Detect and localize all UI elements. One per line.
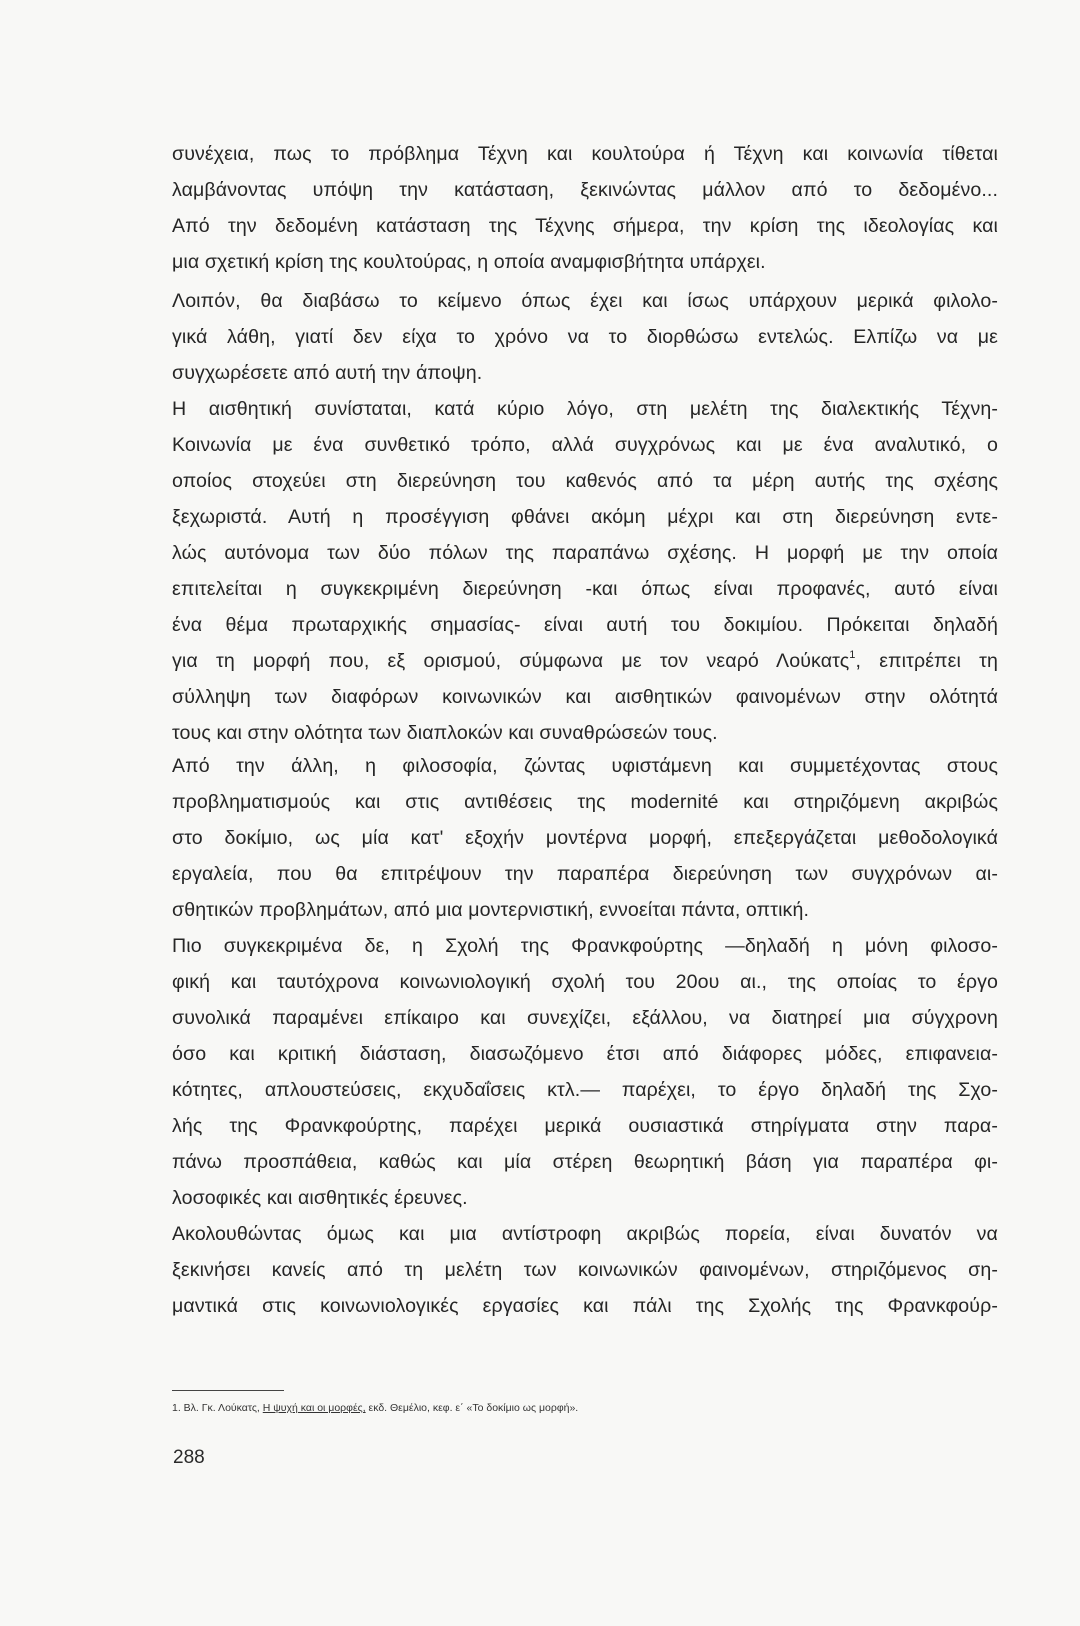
footnote-book-title: Η ψυχή και οι μορφές, <box>262 1402 366 1414</box>
text-line: προβληματισμούς και στις αντιθέσεις της modernité και στηριζόμενη ακριβώς <box>172 791 998 813</box>
text-line: Από την δεδομένη κατάσταση της Τέχνης σήμερα, την κρίση της ιδεολογίας και <box>172 215 998 237</box>
page-number: 288 <box>173 1447 205 1468</box>
text-line: φική και ταυτόχρονα κοινωνιολογική σχολή του 20ου αι., της οποίας το έργο <box>172 971 998 993</box>
text-line: Από την άλλη, η φιλοσοφία, ζώντας υφιστάμενη και συμμετέχοντας στους <box>172 755 998 777</box>
text-line: λαμβάνοντας υπόψη την κατάσταση, ξεκινώντας μάλλον από το δεδομένο... <box>172 179 998 201</box>
text-line: ένα θέμα πρωταρχικής σημασίας- είναι αυτή του δοκιμίου. Πρόκειται δηλαδή <box>172 614 998 636</box>
text-line: συνέχεια, πως το πρόβλημα Τέχνη και κουλτούρα ή Τέχνη και κοινωνία τίθεται <box>172 143 998 165</box>
paragraph-2 <box>172 283 998 391</box>
text-line-tail: , επιτρέπει τη <box>855 650 998 672</box>
paragraph-4 <box>172 748 998 928</box>
text-line: μαντικά στις κοινωνιολογικές εργασίες και πάλι της Σχολής της Φρανκφούρ- <box>172 1295 998 1317</box>
text-line: πάνω προσπάθεια, καθώς και μία στέρεη θεωρητική βάση για παραπέρα φι- <box>172 1151 998 1173</box>
text-line-head: για τη μορφή που, εξ ορισμού, σύμφωνα με τον νεαρό Λούκατς <box>172 650 850 672</box>
paragraph-6 <box>172 1216 998 1324</box>
text-line: συνολικά παραμένει επίκαιρο και συνεχίζει, εξάλλου, να διατηρεί μια σύγχρονη <box>172 1007 998 1029</box>
text-line: συγχωρέσετε από αυτή την άποψη. <box>172 362 483 384</box>
text-line-with-footnote-ref <box>172 643 998 679</box>
paragraph-1 <box>172 136 998 280</box>
footnote-1 <box>172 1402 578 1414</box>
text-line: Κοινωνία με ένα συνθετικό τρόπο, αλλά συγχρόνως και με ένα αναλυτικό, ο <box>172 434 998 456</box>
text-line: σθητικών προβλημάτων, από μια μοντερνιστική, εννοείται πάντα, οπτική. <box>172 899 809 921</box>
footnote-divider <box>172 1390 284 1391</box>
footnote-reference[interactable]: 1 <box>849 649 856 661</box>
text-line: τους και στην ολότητα των διαπλοκών και συναθρώσεών τους. <box>172 722 718 744</box>
paragraph-3 <box>172 391 998 751</box>
footnote-suffix: εκδ. Θεμέλιο, κεφ. ε΄ «Το δοκίμιο ως μορφή». <box>365 1402 579 1414</box>
text-line: στο δοκίμιο, ως μία κατ' εξοχήν μοντέρνα μορφή, επεξεργάζεται μεθοδολογικά <box>172 827 998 849</box>
text-line: ξεκινήσει κανείς από τη μελέτη των κοινωνικών φαινομένων, στηριζόμενος ση- <box>172 1259 998 1281</box>
paragraph-5 <box>172 928 998 1216</box>
text-line: Ακολουθώντας όμως και μια αντίστροφη ακριβώς πορεία, είναι δυνατόν να <box>172 1223 998 1245</box>
footnote-number: 1. <box>172 1402 181 1414</box>
footnote-prefix: Βλ. Γκ. Λούκατς, <box>180 1402 263 1414</box>
text-line: κότητες, απλουστεύσεις, εκχυδαΐσεις κτλ.— παρέχει, το έργο δηλαδή της Σχο- <box>172 1079 998 1101</box>
text-line: μια σχετική κρίση της κουλτούρας, η οποία αναμφισβήτητα υπάρχει. <box>172 251 766 273</box>
text-line: Πιο συγκεκριμένα δε, η Σχολή της Φρανκφούρτης —δηλαδή η μόνη φιλοσο- <box>172 935 998 957</box>
text-line: όσο και κριτική διάσταση, διασωζόμενο έτσι από διάφορες μόδες, επιφανεια- <box>172 1043 998 1065</box>
text-line: λώς αυτόνομα των δύο πόλων της παραπάνω σχέσης. Η μορφή με την οποία <box>172 542 998 564</box>
text-line: επιτελείται η συγκεκριμένη διερεύνηση -και όπως είναι προφανές, αυτό είναι <box>172 578 998 600</box>
text-line: εργαλεία, που θα επιτρέψουν την παραπέρα διερεύνηση των συγχρόνων αι- <box>172 863 998 885</box>
text-line: οποίος στοχεύει στη διερεύνηση του καθενός από τα μέρη αυτής της σχέσης <box>172 470 998 492</box>
text-line: λοσοφικές και αισθητικές έρευνες. <box>172 1187 468 1209</box>
text-line: ξεχωριστά. Αυτή η προσέγγιση φθάνει ακόμη μέχρι και στη διερεύνηση εντε- <box>172 506 998 528</box>
text-line: γικά λάθη, γιατί δεν είχα το χρόνο να το διορθώσω εντελώς. Ελπίζω να με <box>172 326 998 348</box>
text-line: λής της Φρανκφούρτης, παρέχει μερικά ουσιαστικά στηρίγματα στην παρα- <box>172 1115 998 1137</box>
text-line: σύλληψη των διαφόρων κοινωνικών και αισθητικών φαινομένων στην ολότητά <box>172 686 998 708</box>
text-line: Η αισθητική συνίσταται, κατά κύριο λόγο, στη μελέτη της διαλεκτικής Τέχνη- <box>172 398 998 420</box>
text-line: Λοιπόν, θα διαβάσω το κείμενο όπως έχει και ίσως υπάρχουν μερικά φιλολο- <box>172 290 998 312</box>
